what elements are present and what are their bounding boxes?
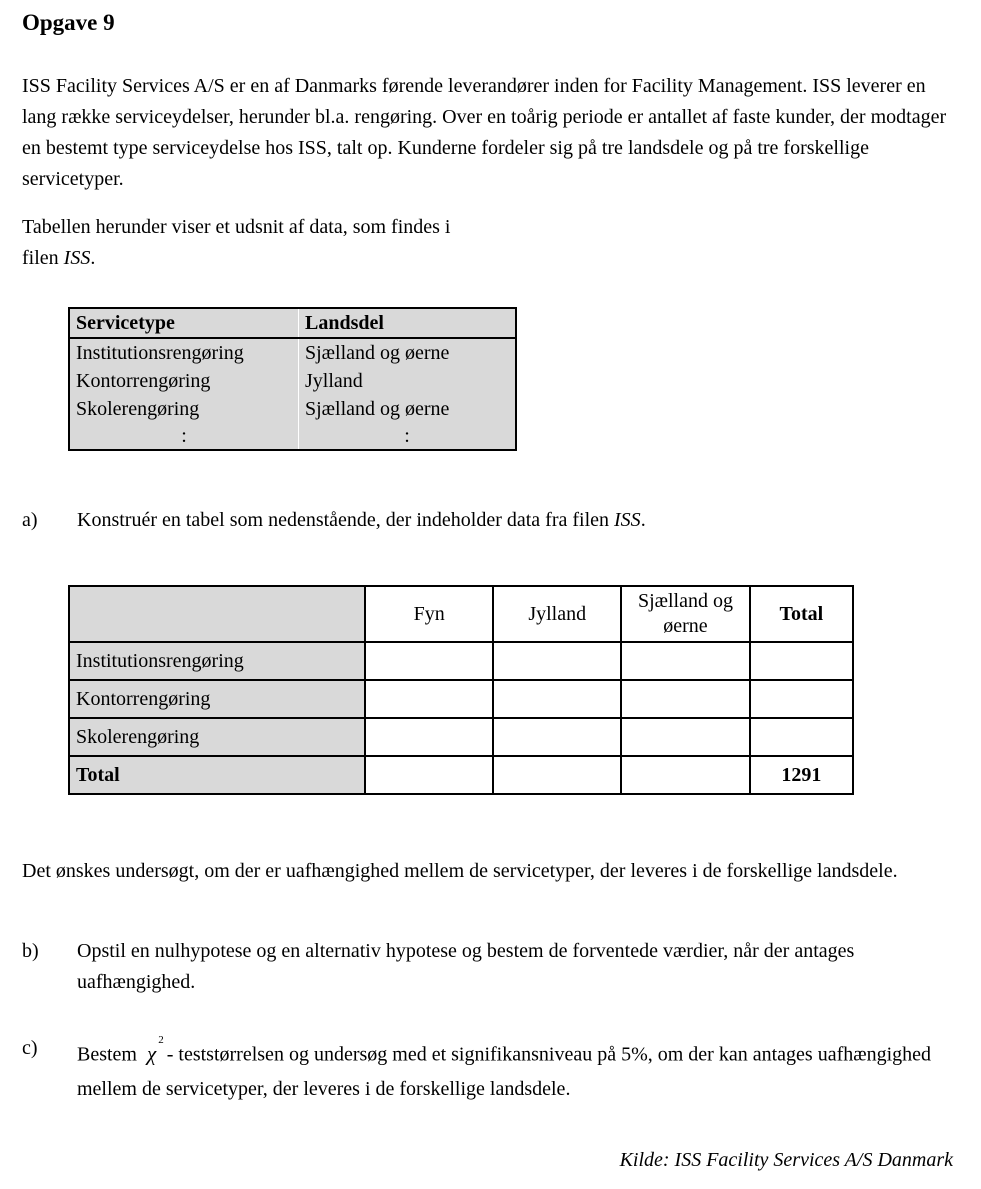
table-cell (493, 718, 621, 756)
table-header-row (69, 308, 516, 338)
table-intro-line1: Tabellen herunder viser et udsnit af data, som findes i (22, 216, 451, 238)
table-cell: Institutionsrengøring (69, 338, 299, 367)
file-name: ISS (614, 509, 641, 531)
table-row (69, 338, 516, 367)
intro-paragraph: ISS Facility Services A/S er en af Danmarks førende leverandører inden for Facility Management. ISS leverer en lang række serviceydelser, herunder bl.a. rengøring. Over en toårig periode er antallet af faste kunder, der modtager en bestemt type serviceydelse hos ISS, talt op. Kunderne fordeler sig på tre landsdele og på tre forskellige servicetyper. (22, 75, 947, 190)
table-cell: Jylland (299, 367, 517, 395)
table-cell (493, 756, 621, 794)
column-header: Total (750, 586, 853, 642)
contingency-table (68, 585, 854, 795)
table-cell (365, 756, 493, 794)
question-label: c) (22, 1037, 38, 1059)
table-intro-line2-prefix: filen (22, 247, 64, 269)
table-cell: Sjælland og øerne (299, 338, 517, 367)
table-cell: Skolerengøring (69, 395, 299, 423)
exponent: 2 (158, 1034, 164, 1046)
column-header: Fyn (365, 586, 493, 642)
table-cell (750, 680, 853, 718)
question-label: a) (22, 509, 38, 531)
row-label: Institutionsrengøring (69, 642, 365, 680)
table-cell (493, 642, 621, 680)
table-cell (493, 680, 621, 718)
question-text (77, 505, 957, 536)
row-label: Total (69, 756, 365, 794)
column-header: Sjælland og øerne (621, 586, 749, 642)
question-c-after: - teststørrelsen og undersøg med et signifikansniveau på 5%, om der kan antages uafhængighed mellem de servicetyper, der leveres i de forskellige landsdele. (77, 1043, 931, 1100)
source-citation: Kilde: ISS Facility Services A/S Danmark (619, 1149, 953, 1171)
table-intro-line2-suffix: . (90, 247, 96, 269)
grand-total-cell: 1291 (750, 756, 853, 794)
ellipsis-cell: : (299, 423, 517, 450)
file-name: ISS (63, 247, 91, 269)
table-cell (621, 718, 749, 756)
table-row (69, 367, 516, 395)
table-row (69, 718, 853, 756)
row-label: Skolerengøring (69, 718, 365, 756)
table-row (69, 395, 516, 423)
column-header: Servicetype (69, 308, 299, 338)
table-cell (365, 718, 493, 756)
column-header: Jylland (493, 586, 621, 642)
table-cell: Kontorrengøring (69, 367, 299, 395)
table-intro-paragraph (22, 212, 962, 274)
table-cell (621, 642, 749, 680)
table-row (69, 642, 853, 680)
table-header-row (69, 586, 853, 642)
question-label: b) (22, 940, 39, 962)
table-cell (621, 680, 749, 718)
question-c-before: Bestem (77, 1043, 137, 1066)
table-cell: Sjælland og øerne (299, 395, 517, 423)
exercise-title: Opgave 9 (22, 10, 115, 35)
table-row (69, 756, 853, 794)
data-excerpt-table (68, 307, 517, 451)
row-label: Kontorrengøring (69, 680, 365, 718)
table-cell (365, 642, 493, 680)
table-cell (365, 680, 493, 718)
middle-paragraph: Det ønskes undersøgt, om der er uafhængighed mellem de servicetyper, der leveres i de forskellige landsdele. (22, 860, 898, 882)
question-text: Opstil en nulhypotese og en alternativ hypotese og bestem de forventede værdier, når der antages uafhængighed. (77, 940, 855, 993)
table-row (69, 423, 516, 450)
chi-symbol: χ (147, 1041, 157, 1066)
question-text (77, 1033, 957, 1106)
table-row (69, 680, 853, 718)
table-cell (750, 718, 853, 756)
ellipsis-cell: : (69, 423, 299, 450)
column-header: Landsdel (299, 308, 517, 338)
corner-cell (69, 586, 365, 642)
table-cell (750, 642, 853, 680)
question-a-text: Konstruér en tabel som nedenstående, der indeholder data fra filen (77, 509, 615, 531)
table-cell (621, 756, 749, 794)
question-a-end: . (640, 509, 646, 531)
